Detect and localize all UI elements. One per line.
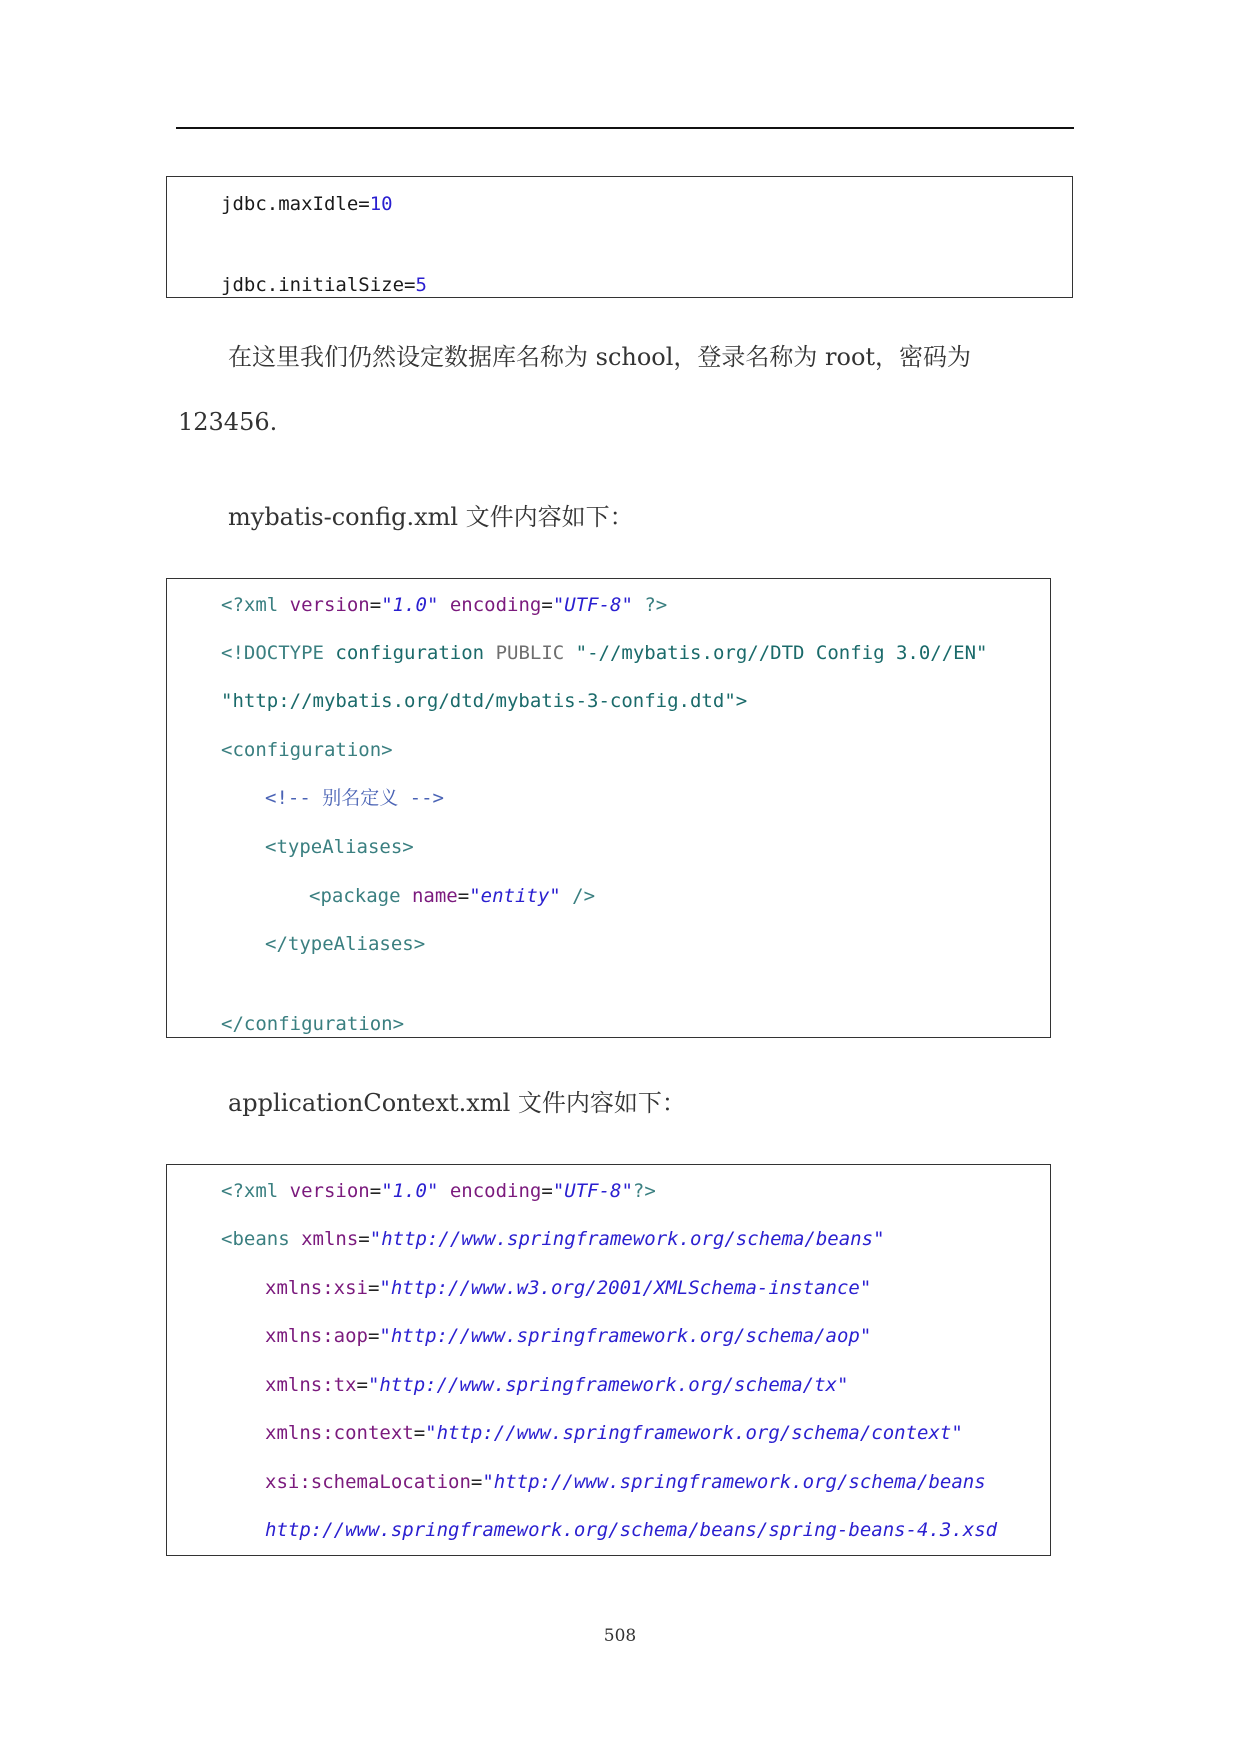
code-line-xml-decl: <?xml version="1.0" encoding="UTF-8" ?> [221, 594, 668, 616]
attr-xmlns-aop: xmlns:aop [265, 1325, 368, 1347]
doctype-url: "http://mybatis.org/dtd/mybatis-3-config.dtd"> [221, 690, 748, 712]
properties-code-block [166, 176, 1073, 298]
typealiases-close-tag: </typeAliases> [265, 933, 426, 955]
code-line-config-close [221, 1012, 404, 1036]
heading-application-context: applicationContext.xml 文件内容如下： [228, 1089, 686, 1117]
attr-value: "http://www.springframework.org/schema/beans [482, 1471, 986, 1493]
property-key: jdbc.initialSize= [221, 274, 416, 296]
attr-value: "http://www.springframework.org/schema/aop" [379, 1325, 872, 1347]
xml-decl-open: <?xml [221, 594, 279, 616]
beans-open-tag: <beans [221, 1228, 290, 1250]
mybatis-config-code-block [166, 578, 1051, 1038]
code-line-package: <package name="entity" /> [309, 885, 596, 907]
package-tag: <package [309, 885, 401, 907]
page-number: 508 [603, 1626, 637, 1646]
attr-value: "UTF-8" [552, 594, 633, 616]
code-line-max-idle [221, 192, 393, 216]
code-line-schema-location-cont [265, 1518, 997, 1542]
attr-value: "http://www.w3.org/2001/XMLSchema-instance" [379, 1277, 872, 1299]
heading-mybatis-config: mybatis-config.xml 文件内容如下： [228, 503, 634, 531]
xml-decl-close: ?> [644, 594, 668, 616]
doctype-id: "-//mybatis.org//DTD Config 3.0//EN" [575, 642, 988, 664]
attr-version: version [289, 594, 370, 616]
attr-value: "http://www.springframework.org/schema/beans" [369, 1228, 885, 1250]
code-line-xmlns-context: xmlns:context="http://www.springframework.org/schema/context" [265, 1422, 963, 1444]
code-line-schema-location: xsi:schemaLocation="http://www.springframework.org/schema/beans [265, 1471, 986, 1493]
code-line-xmlns-tx: xmlns:tx="http://www.springframework.org/schema/tx" [265, 1374, 849, 1396]
code-line-typealiases-close [265, 932, 425, 956]
attr-value: "1.0" [381, 1180, 439, 1202]
configuration-close-tag: </configuration> [221, 1013, 405, 1035]
code-line-doctype-url [221, 689, 747, 713]
typealiases-open-tag: <typeAliases> [265, 836, 414, 858]
code-line-xmlns-aop: xmlns:aop="http://www.springframework.org/schema/aop" [265, 1325, 872, 1347]
doctype-name: configuration [335, 642, 485, 664]
property-value: 10 [369, 193, 393, 215]
configuration-open-tag: <configuration> [221, 739, 393, 761]
doctype-public: PUBLIC [495, 642, 565, 664]
xml-decl-open: <?xml [221, 1180, 279, 1202]
application-context-code-block [166, 1164, 1051, 1556]
attr-schema-location: xsi:schemaLocation [265, 1471, 471, 1493]
attr-value: "1.0" [381, 594, 439, 616]
xml-comment: <!-- 别名定义 --> [265, 787, 444, 809]
attr-name: name [411, 885, 458, 907]
property-key: jdbc.maxIdle= [221, 193, 370, 215]
code-line-comment [265, 786, 444, 810]
header-rule [176, 127, 1074, 129]
code-line-config-open [221, 738, 393, 762]
code-line-doctype [221, 641, 987, 665]
attr-xmlns-tx: xmlns:tx [265, 1374, 357, 1396]
doctype-open: <!DOCTYPE [221, 642, 324, 664]
attr-encoding: encoding [449, 594, 542, 616]
attr-value: "http://www.springframework.org/schema/tx" [367, 1374, 849, 1396]
xml-decl-close: ?> [632, 1180, 656, 1202]
attr-value: "entity" [469, 885, 561, 907]
code-line-typealiases-open [265, 835, 414, 859]
code-line-beans: <beans xmlns="http://www.springframework.org/schema/beans" [221, 1228, 885, 1250]
attr-version: version [289, 1180, 370, 1202]
self-close: /> [572, 885, 596, 907]
attr-xmlns-xsi: xmlns:xsi [265, 1277, 368, 1299]
attr-value: "http://www.springframework.org/schema/context" [425, 1422, 963, 1444]
code-line-xml-decl: <?xml version="1.0" encoding="UTF-8"?> [221, 1180, 656, 1202]
paragraph-line-2: 123456. [178, 408, 278, 436]
attr-xmlns: xmlns [301, 1228, 359, 1250]
property-value: 5 [415, 274, 427, 296]
attr-xmlns-context: xmlns:context [265, 1422, 414, 1444]
code-line-xmlns-xsi: xmlns:xsi="http://www.w3.org/2001/XMLSchema-instance" [265, 1277, 872, 1299]
attr-value: "UTF-8" [552, 1180, 633, 1202]
attr-value: http://www.springframework.org/schema/beans/spring-beans-4.3.xsd [265, 1519, 998, 1541]
attr-encoding: encoding [449, 1180, 542, 1202]
paragraph-line-1: 在这里我们仍然设定数据库名称为 school，登录名称为 root，密码为 [228, 343, 972, 371]
code-line-initial-size [221, 273, 427, 297]
